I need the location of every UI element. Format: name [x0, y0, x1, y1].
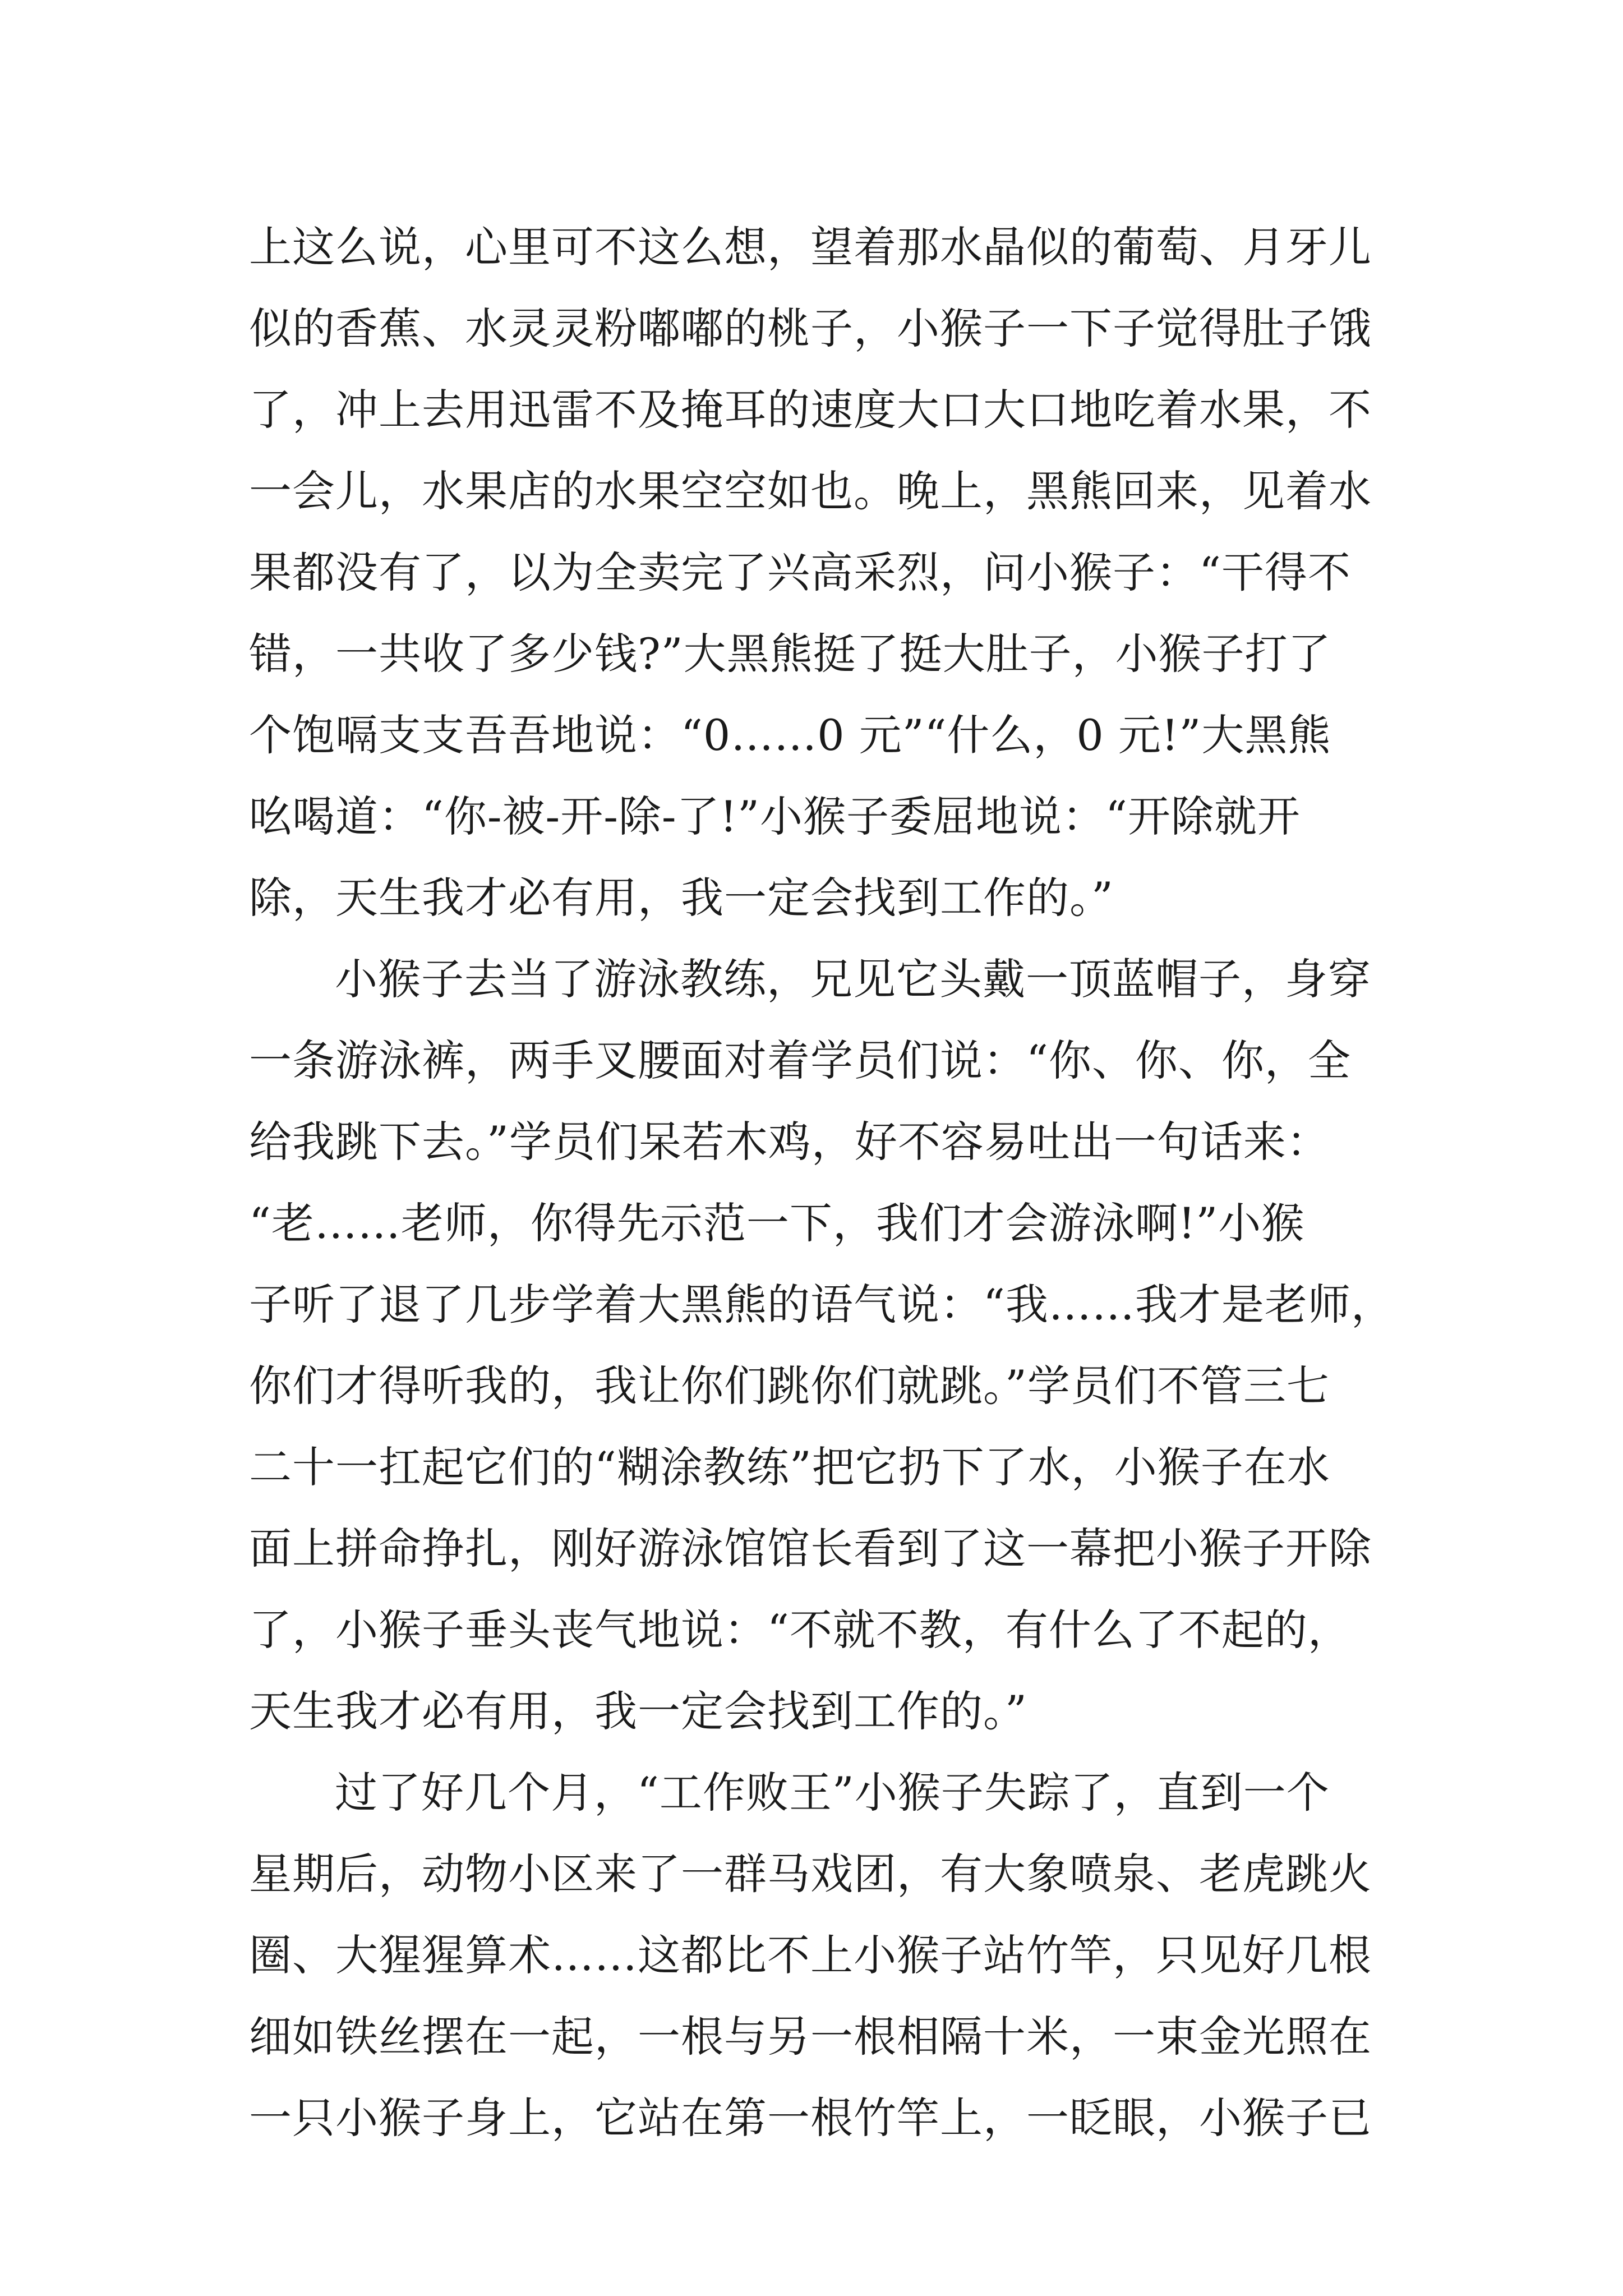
text-line: 给我跳下去。”学员们呆若木鸡，好不容易吐出一句话来：	[249, 1117, 1330, 1167]
text-line: 星期后，动物小区来了一群马戏团，有大象喷泉、老虎跳火	[249, 1849, 1372, 1899]
text-line: 一只小猴子身上，它站在第一根竹竿上，一眨眼，小猴子已	[249, 2093, 1372, 2143]
text-line: 一条游泳裤，两手叉腰面对着学员们说：“你、你、你，全	[249, 1036, 1351, 1085]
text-line: 圈、大猩猩算术……这都比不上小猴子站竹竿，只见好几根	[249, 1930, 1372, 1980]
text-line: 似的香蕉、水灵灵粉嘟嘟的桃子，小猴子一下子觉得肚子饿	[249, 303, 1372, 353]
text-line: 果都没有了，以为全卖完了兴高采烈，问小猴子：“干得不	[249, 547, 1351, 597]
paragraph-1	[249, 206, 1387, 938]
paragraph-3	[249, 1752, 1387, 2159]
text-line: 除，天生我才必有用，我一定会找到工作的。”	[249, 873, 1114, 923]
text-line: 过了好几个月，“工作败王”小猴子失踪了，直到一个	[335, 1768, 1330, 1818]
text-line: 个饱嗝支支吾吾地说：“0……0 元”“什么，0 元!”大黑熊	[249, 710, 1331, 760]
paragraph-2	[249, 938, 1394, 1752]
story-text	[249, 206, 1394, 2159]
text-line: 细如铁丝摆在一起，一根与另一根相隔十米，一束金光照在	[249, 2012, 1372, 2062]
text-line: “老……老师，你得先示范一下，我们才会游泳啊!”小猴	[249, 1198, 1305, 1248]
text-line: 一会儿，水果店的水果空空如也。晚上，黑熊回来，见着水	[249, 466, 1372, 516]
text-line: 天生我才必有用，我一定会找到工作的。”	[249, 1686, 1027, 1736]
text-line: 上这么说，心里可不这么想，望着那水晶似的葡萄、月牙儿	[249, 222, 1372, 272]
text-line: 了，冲上去用迅雷不及掩耳的速度大口大口地吃着水果，不	[249, 385, 1372, 435]
text-line: 面上拼命挣扎，刚好游泳馆馆长看到了这一幕把小猴子开除	[249, 1524, 1372, 1573]
text-line: 吆喝道：“你-被-开-除-了!”小猴子委屈地说：“开除就开	[249, 792, 1301, 841]
text-line: 二十一扛起它们的“糊涂教练”把它扔下了水，小猴子在水	[249, 1442, 1330, 1492]
text-line: 了，小猴子垂头丧气地说：“不就不教，有什么了不起的，	[249, 1605, 1351, 1655]
text-line: 小猴子去当了游泳教练，兄见它头戴一顶蓝帽子，身穿	[335, 954, 1371, 1004]
text-line: 子听了退了几步学着大黑熊的语气说：“我……我才是老师，	[249, 1280, 1394, 1329]
text-line: 你们才得听我的，我让你们跳你们就跳。”学员们不管三七	[249, 1361, 1330, 1411]
text-line: 错，一共收了多少钱?”大黑熊挺了挺大肚子，小猴子打了	[249, 629, 1331, 679]
